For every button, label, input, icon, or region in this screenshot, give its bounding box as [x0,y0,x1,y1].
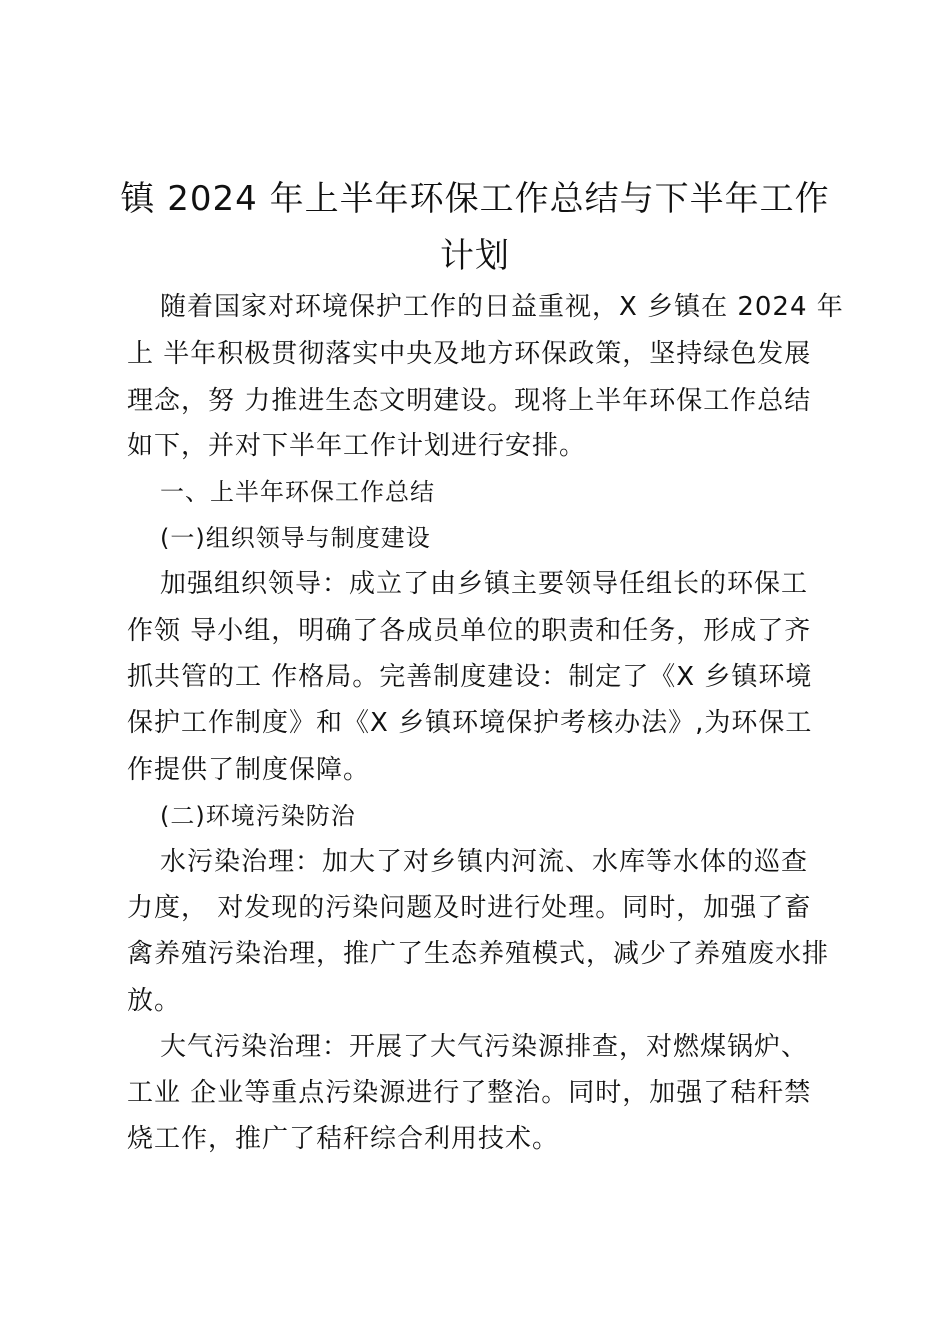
document-title-line-2: 计划 [440,236,510,276]
water-pollution-line-2: 力度， 对发现的污染问题及时进行处理。同时，加强了畜 [127,893,812,923]
intro-line-3: 理念，努 力推进生态文明建设。现将上半年环保工作总结 [127,386,812,416]
air-pollution-line-2: 工业 企业等重点污染源进行了整治。同时，加强了秸秆禁 [127,1078,812,1108]
subsection-heading-pollution: (二)环境污染防治 [160,802,356,830]
organization-line-5: 作提供了制度保障。 [127,755,371,785]
organization-line-1: 加强组织领导：成立了由乡镇主要领导任组长的环保工 [160,569,809,599]
water-pollution-line-1: 水污染治理：加大了对乡镇内河流、水库等水体的巡查 [160,847,809,877]
water-pollution-line-3: 禽养殖污染治理，推广了生态养殖模式，减少了养殖废水排 [127,939,830,969]
water-pollution-line-4: 放。 [127,986,182,1016]
document-title-line-1: 镇 2024 年上半年环保工作总结与下半年工作 [120,179,830,219]
organization-line-4: 保护工作制度》和《X 乡镇环境保护考核办法》,为环保工 [127,708,813,738]
organization-line-2: 作领 导小组，明确了各成员单位的职责和任务，形成了齐 [127,616,812,646]
air-pollution-line-1: 大气污染治理：开展了大气污染源排查，对燃煤锅炉、 [160,1032,809,1062]
organization-line-3: 抓共管的工 作格局。完善制度建设：制定了《X 乡镇环境 [127,662,813,692]
intro-line-2: 上 半年积极贯彻落实中央及地方环保政策，坚持绿色发展 [127,339,812,369]
section-heading-summary: 一、上半年环保工作总结 [160,478,435,506]
intro-line-4: 如下，并对下半年工作计划进行安排。 [127,431,587,461]
air-pollution-line-3: 烧工作，推广了秸秆综合利用技术。 [127,1124,560,1154]
intro-line-1: 随着国家对环境保护工作的日益重视，X 乡镇在 2024 年 [160,292,844,322]
subsection-heading-organization: (一)组织领导与制度建设 [160,524,431,552]
